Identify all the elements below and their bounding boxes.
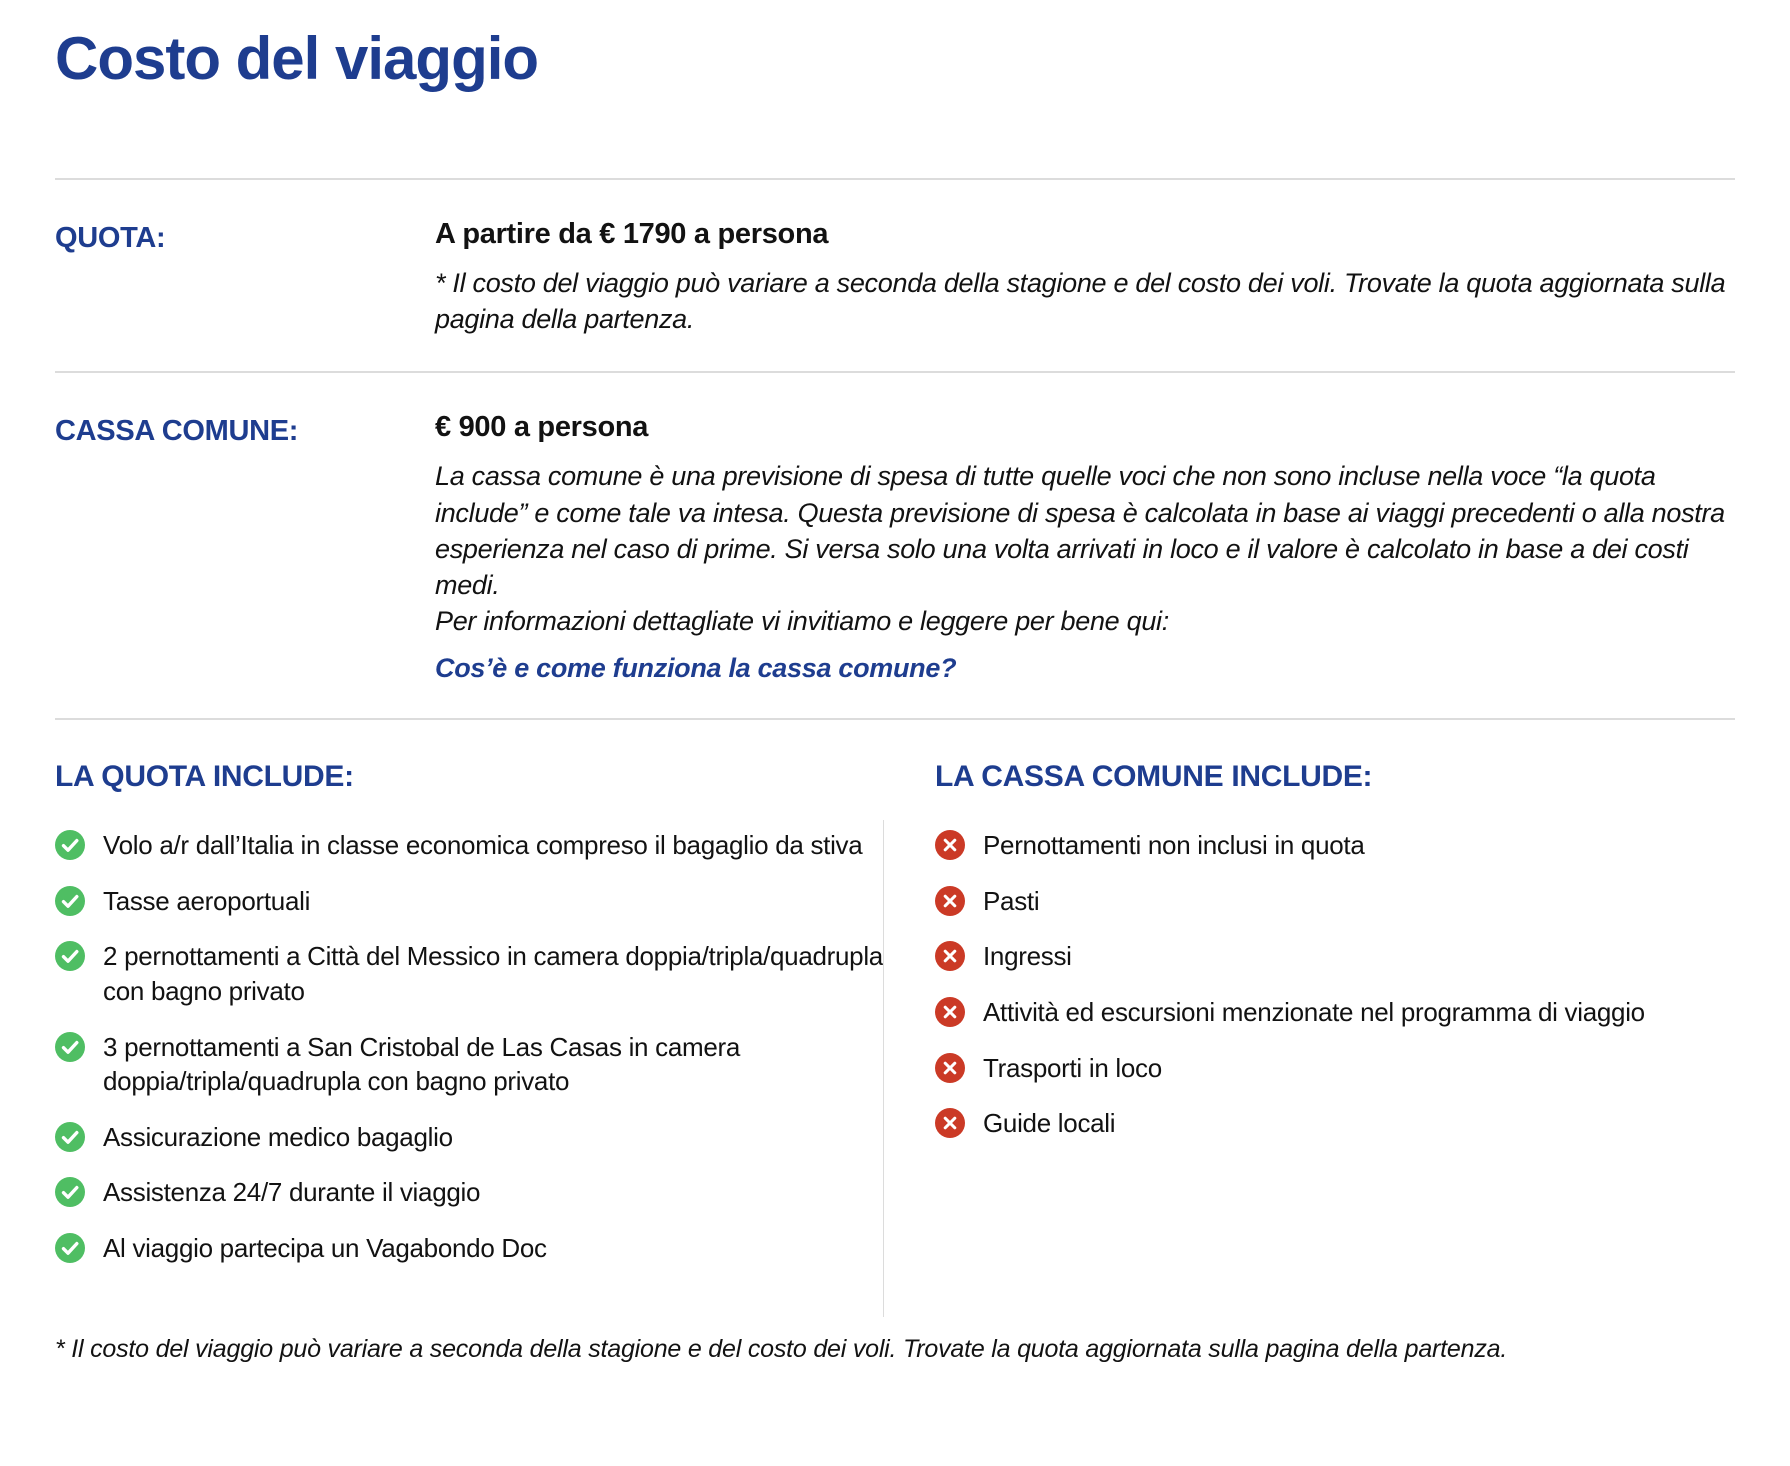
cassa-comune-description-line2: Per informazioni dettagliate vi invitiamo e leggere per bene qui: bbox=[435, 606, 1169, 637]
list-item-label: Assistenza 24/7 durante il viaggio bbox=[103, 1177, 481, 1208]
list-item-label: Pernottamenti non inclusi in quota bbox=[983, 830, 1365, 861]
list-item-label: Guide locali bbox=[983, 1108, 1116, 1139]
list-item-label: Tasse aeroportuali bbox=[103, 885, 311, 916]
x-circle-icon bbox=[935, 941, 965, 971]
quota-include-heading: LA QUOTA INCLUDE: bbox=[55, 760, 354, 794]
footer-note: * Il costo del viaggio può variare a seconda della stagione e del costo dei voli. Trovate la quota aggiornata sulla pagina della partenza. bbox=[55, 1335, 1508, 1364]
vertical-divider bbox=[883, 820, 884, 1317]
list-item bbox=[55, 939, 883, 1008]
list-item bbox=[935, 1106, 1735, 1141]
check-circle-icon bbox=[55, 886, 85, 916]
list-item bbox=[55, 884, 883, 919]
quota-label: QUOTA: bbox=[55, 222, 166, 254]
list-item bbox=[935, 995, 1735, 1030]
list-item-label: Assicurazione medico bagaglio bbox=[103, 1121, 453, 1152]
list-item bbox=[935, 828, 1735, 863]
check-circle-icon bbox=[55, 1032, 85, 1062]
quota-row bbox=[55, 180, 1735, 371]
check-circle-icon bbox=[55, 830, 85, 860]
list-item-label: Trasporti in loco bbox=[983, 1052, 1162, 1083]
quota-note: * Il costo del viaggio può variare a seconda della stagione e del costo dei voli. Trovate la quota aggiornata sulla pagina della partenza. bbox=[435, 268, 1726, 335]
list-item bbox=[935, 1051, 1735, 1086]
cassa-include-heading: LA CASSA COMUNE INCLUDE: bbox=[935, 760, 1373, 794]
list-item bbox=[55, 1231, 883, 1266]
quota-content bbox=[435, 218, 1735, 337]
list-item bbox=[935, 884, 1735, 919]
cassa-comune-description: La cassa comune è una previsione di spesa di tutte quelle voci che non sono incluse nella voce “la quota include” e come tale va intesa. Questa previsione di spesa è calcolata in base ai viaggi precedenti o alla nostra esperienza nel caso di prime. Si versa solo una volta arrivati in loco e il valore è calcolato in base a dei costi medi. bbox=[435, 461, 1725, 600]
list-item bbox=[55, 1030, 883, 1099]
list-item-label: Attività ed escursioni menzionate nel programma di viaggio bbox=[983, 996, 1645, 1027]
list-item bbox=[55, 1175, 883, 1210]
list-item-label: 3 pernottamenti a San Cristobal de Las Casas in camera doppia/tripla/quadrupla con bagno privato bbox=[103, 1031, 741, 1097]
list-item-label: 2 pernottamenti a Città del Messico in camera doppia/tripla/quadrupla con bagno privato bbox=[103, 941, 883, 1006]
check-circle-icon bbox=[55, 1233, 85, 1263]
x-circle-icon bbox=[935, 1053, 965, 1083]
x-circle-icon bbox=[935, 886, 965, 916]
list-item bbox=[935, 939, 1735, 974]
quota-value: A partire da € 1790 a persona bbox=[435, 218, 829, 250]
cassa-comune-content bbox=[435, 411, 1735, 684]
list-item bbox=[55, 1120, 883, 1155]
x-circle-icon bbox=[935, 997, 965, 1027]
list-item bbox=[55, 828, 883, 863]
page-title: Costo del viaggio bbox=[55, 25, 539, 92]
list-item-label: Al viaggio partecipa un Vagabondo Doc bbox=[103, 1232, 547, 1263]
cassa-comune-label: CASSA COMUNE: bbox=[55, 415, 299, 448]
list-item-label: Pasti bbox=[983, 885, 1040, 916]
cassa-comune-value: € 900 a persona bbox=[435, 411, 649, 444]
includes-section bbox=[55, 720, 1735, 1317]
cassa-comune-row bbox=[55, 373, 1735, 718]
list-item-label: Volo a/r dall’Italia in classe economica compreso il bagaglio da stiva bbox=[103, 830, 863, 861]
quota-include-column bbox=[55, 760, 883, 1317]
list-item-label: Ingressi bbox=[983, 941, 1072, 972]
cassa-include-list bbox=[935, 828, 1735, 1140]
check-circle-icon bbox=[55, 1177, 85, 1207]
check-circle-icon bbox=[55, 941, 85, 971]
x-circle-icon bbox=[935, 1108, 965, 1138]
cassa-include-column bbox=[935, 760, 1735, 1317]
x-circle-icon bbox=[935, 830, 965, 860]
check-circle-icon bbox=[55, 1122, 85, 1152]
quota-include-list bbox=[55, 828, 883, 1265]
costo-del-viaggio-section bbox=[0, 26, 1790, 1400]
cassa-comune-info-link[interactable]: Cos’è e come funziona la cassa comune? bbox=[435, 653, 957, 684]
